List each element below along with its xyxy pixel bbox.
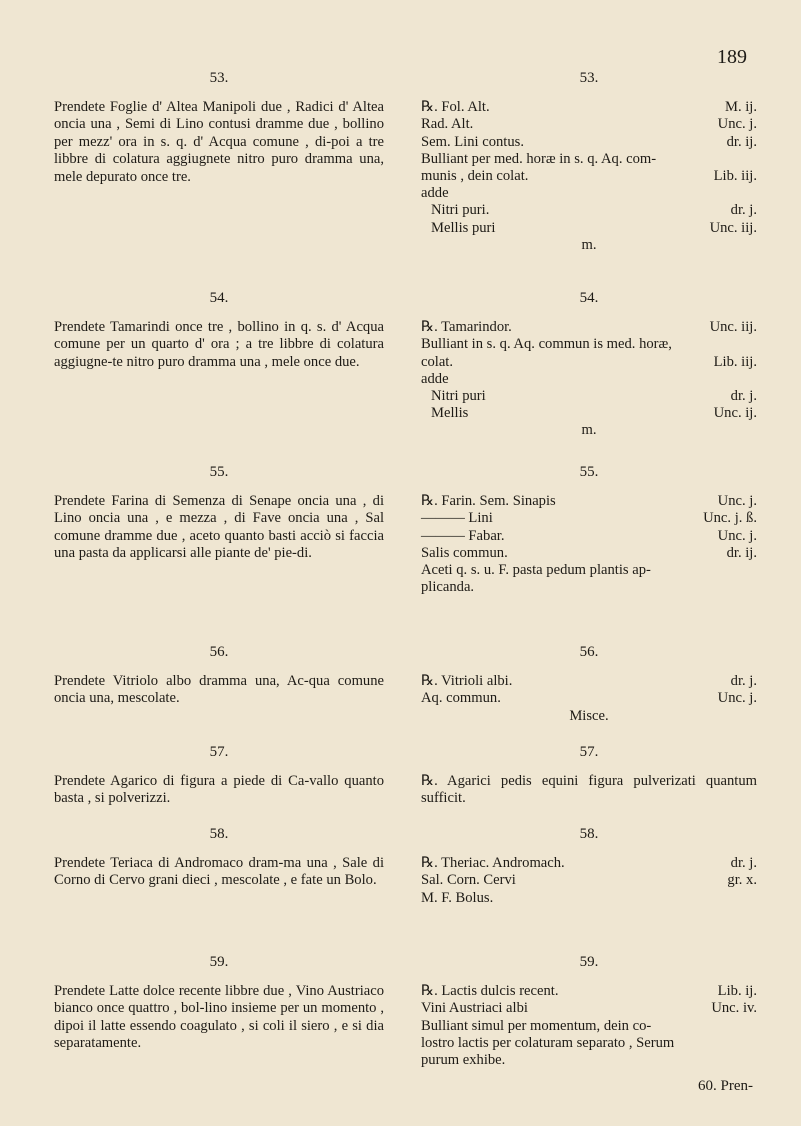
ingredient-line: ℞. Fol. Alt. M. ij. [421, 99, 757, 116]
recipe-text: Prendete Tamarindi once tre , bollino in q. s. d' Acqua comune per un quarto d' ora ; a tre libbre di colatura aggiugne-te nitro puro dramma una , mele once due. [54, 319, 384, 370]
recipe-text: Prendete Agarico di figura a piede di Ca-vallo quanto basta , si polverizzi. [54, 773, 384, 807]
recipe-number: 57. [209, 744, 229, 760]
ingredient-line: Aq. commun. Unc. j. [421, 690, 757, 707]
recipe-58-italian [54, 826, 384, 890]
recipe-number: 56. [209, 644, 229, 660]
recipe-59-italian [54, 954, 384, 1053]
instruction-line: Bulliant simul per momentum, dein co- [421, 1017, 652, 1034]
recipe-53-latin [421, 70, 757, 254]
recipe-58-latin [421, 826, 757, 907]
recipe-55-italian [54, 464, 384, 563]
ingredient-line: Vini Austriaci albi Unc. iv. [421, 1000, 757, 1017]
recipe-57-latin [421, 744, 757, 808]
misce-mark: m. [581, 236, 597, 253]
ingredient-line: ℞. Lactis dulcis recent. Lib. ij. [421, 983, 757, 1000]
recipe-56-italian [54, 644, 384, 708]
ingredient-line: Rad. Alt. Unc. j. [421, 116, 757, 133]
misce-mark: m. [581, 422, 597, 439]
page-number: 189 [717, 46, 747, 68]
recipe-number: 55. [579, 464, 599, 480]
ingredient-line: ——— Lini Unc. j. ß. [421, 510, 757, 527]
recipe-text: ℞. Agarici pedis equini figura pulverizati quantum sufficit. [421, 773, 757, 807]
recipe-54-latin [421, 290, 757, 440]
ingredient-line: Mellis Unc. ij. [431, 405, 757, 422]
instruction-line: plicanda. [421, 579, 475, 596]
instruction-line: Aceti q. s. u. F. pasta pedum plantis ap- [421, 562, 651, 579]
instruction-line: Bulliant in s. q. Aq. commun is med. horæ, [421, 336, 672, 353]
recipe-57-italian [54, 744, 384, 808]
instruction-line: adde [421, 370, 449, 387]
recipe-number: 58. [579, 826, 599, 842]
recipe-number: 59. [579, 954, 599, 970]
ingredient-line: Salis commun. dr. ij. [421, 544, 757, 561]
recipe-number: 58. [209, 826, 229, 842]
recipe-54-italian [54, 290, 384, 371]
instruction-line: purum exhibe. [421, 1052, 506, 1069]
recipe-59-latin [421, 954, 757, 1069]
recipe-number: 55. [209, 464, 229, 480]
recipe-53-italian [54, 70, 384, 186]
ingredient-line: Nitri puri dr. j. [431, 388, 757, 405]
ingredient-line: Mellis puri Unc. iij. [431, 219, 757, 236]
ingredient-line: ℞. Theriac. Andromach. dr. j. [421, 855, 757, 872]
ingredient-line: ℞. Vitrioli albi. dr. j. [421, 673, 757, 690]
instruction-line: adde [421, 185, 449, 202]
ingredient-line: Sal. Corn. Cervi gr. x. [421, 872, 757, 889]
recipe-text: Prendete Vitriolo albo dramma una, Ac-qua comune oncia una, mescolate. [54, 673, 384, 707]
recipe-number: 59. [209, 954, 229, 970]
ingredient-line: ℞. Farin. Sem. Sinapis Unc. j. [421, 493, 757, 510]
recipe-number: 54. [209, 290, 229, 306]
instruction-line: M. F. Bolus. [421, 889, 494, 906]
ingredient-line: munis , dein colat. Lib. iij. [421, 168, 757, 185]
recipe-56-latin [421, 644, 757, 725]
ingredient-line: ℞. Tamarindor. Unc. iij. [421, 319, 757, 336]
recipe-text: Prendete Farina di Semenza di Senape oncia una , di Lino oncia una , e mezza , di Fave oncia una , Sal comune dramme due , aceto quanto basti acciò si faccia una pasta da applicarsi alle piante de' pie-di. [54, 493, 384, 562]
instruction-line: Bulliant per med. horæ in s. q. Aq. com- [421, 150, 657, 167]
recipe-55-latin [421, 464, 757, 596]
ingredient-line: Sem. Lini contus. dr. ij. [421, 133, 757, 150]
ingredient-line: colat. Lib. iij. [421, 353, 757, 370]
recipe-number: 57. [579, 744, 599, 760]
recipe-number: 53. [579, 70, 599, 86]
ingredient-line: Nitri puri. dr. j. [431, 202, 757, 219]
recipe-text: Prendete Teriaca di Andromaco dram-ma una , Sale di Corno di Cervo grani dieci , mescolate , e fate un Bolo. [54, 855, 384, 889]
recipe-text: Prendete Foglie d' Altea Manipoli due , Radici d' Altea oncia una , Semi di Lino contusi dramme due , bollino per mezz' ora in s. q. d' Acqua comune , di-poi a tre libbre di colatura aggiugnete nitro puro dramma una, mele depurato once tre. [54, 99, 384, 185]
recipe-number: 53. [209, 70, 229, 86]
misce-mark: Misce. [569, 707, 609, 724]
recipe-text: Prendete Latte dolce recente libbre due , Vino Austriaco bianco once quattro , bol-lino insieme per un momento , dipoi il latte essendo coagulato , si coli il siero , e si dia separatamente. [54, 983, 384, 1052]
catchword: 60. Pren- [698, 1078, 753, 1094]
instruction-line: lostro lactis per colaturam separato , Serum [421, 1034, 675, 1051]
ingredient-line: ——— Fabar. Unc. j. [421, 527, 757, 544]
recipe-number: 56. [579, 644, 599, 660]
recipe-number: 54. [579, 290, 599, 306]
